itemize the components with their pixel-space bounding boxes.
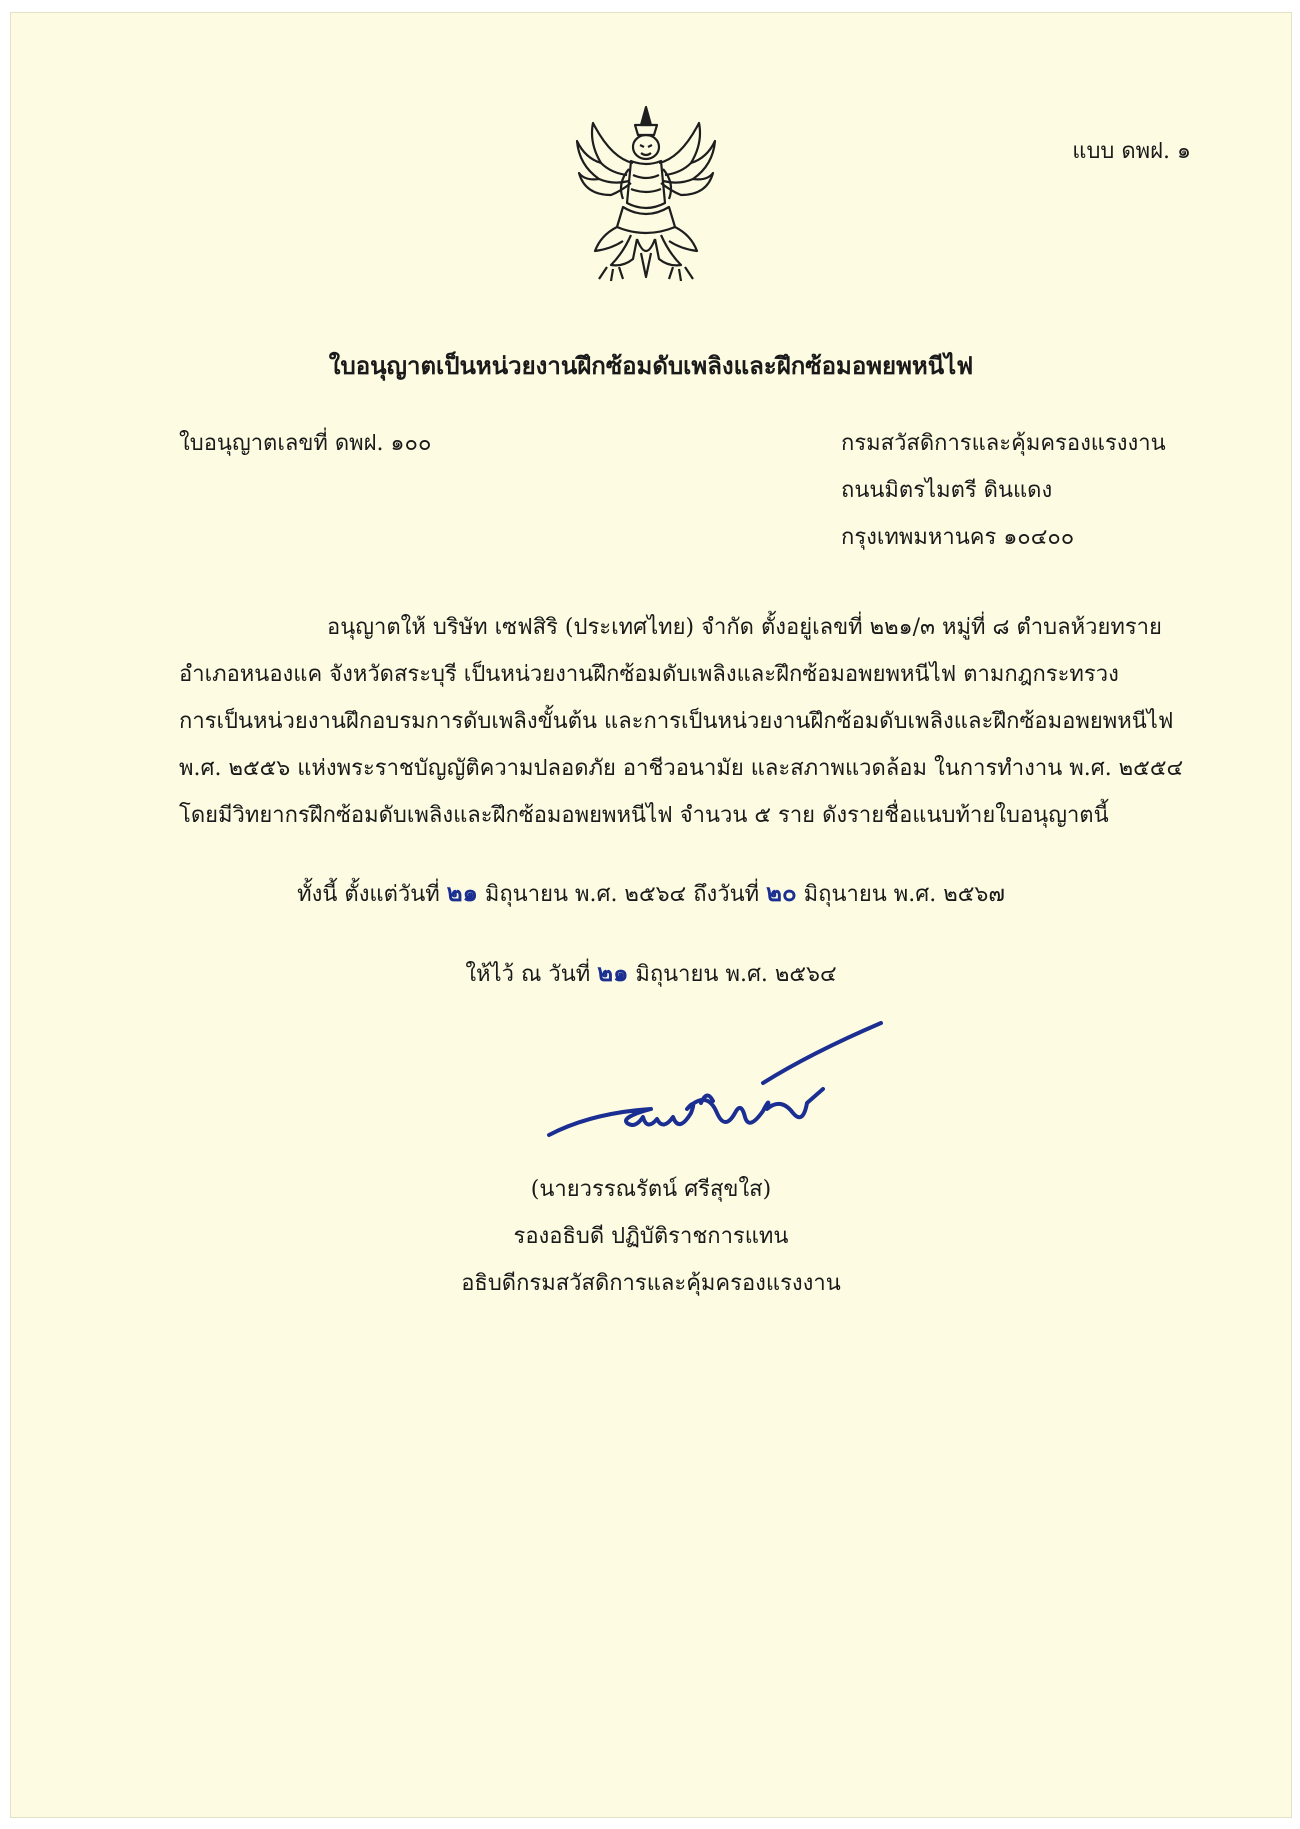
form-code: แบบ ดพฝ. ๑ [1072,139,1191,164]
body-text-line: อำเภอหนองแค จังหวัดสระบุรี เป็นหน่วยงานฝึกซ้อมดับเพลิงและฝึกซ้อมอพยพหนีไฟ ตามกฎกระทรวง [179,662,1119,687]
validity-middle: มิถุนายน พ.ศ. ๒๕๖๔ ถึงวันที่ [477,882,767,907]
signatory-name: (นายวรรณรัตน์ ศรีสุขใส) [530,1177,772,1202]
issuer-address-line: กรมสวัสดิการและคุ้มครองแรงงาน [841,431,1166,456]
document-title: ใบอนุญาตเป็นหน่วยงานฝึกซ้อมดับเพลิงและฝึกซ้อมอพยพหนีไฟ [328,351,974,380]
body-text-line: อนุญาตให้ บริษัท เซฟสิริ (ประเทศไทย) จำกัด ตั้งอยู่เลขที่ ๒๒๑/๓ หมู่ที่ ๘ ตำบลห้วยทราย [327,615,1162,640]
body-text-line: โดยมีวิทยากรฝึกซ้อมดับเพลิงและฝึกซ้อมอพยพหนีไฟ จำนวน ๕ ราย ดังรายชื่อแนบท้ายใบอนุญาตนี้ [179,803,1109,828]
issuer-address-line: กรุงเทพมหานคร ๑๐๔๐๐ [841,525,1075,550]
given-date [11,953,1291,992]
license-number: ใบอนุญาตเลขที่ ดพฝ. ๑๐๐ [179,431,432,456]
validity-suffix: มิถุนายน พ.ศ. ๒๕๖๗ [796,882,1005,907]
issuer-address-line: ถนนมิตรไมตรี ดินแดง [841,478,1053,503]
given-day: ๒๑ [597,958,629,987]
validity-period [11,873,1291,912]
license-document [10,12,1292,1818]
given-prefix: ให้ไว้ ณ วันที่ [465,962,598,987]
validity-prefix: ทั้งนี้ ตั้งแต่วันที่ [297,882,447,907]
body-text-line: การเป็นหน่วยงานฝึกอบรมการดับเพลิงขั้นต้น และการเป็นหน่วยงานฝึกซ้อมดับเพลิงและฝึกซ้อมอพยพหนีไฟ [179,709,1174,734]
validity-end-day: ๒๐ [766,878,797,907]
validity-start-day: ๒๑ [446,878,478,907]
body-text-line: พ.ศ. ๒๕๕๖ แห่งพระราชบัญญัติความปลอดภัย อาชีวอนามัย และสภาพแวดล้อม ในการทำงาน พ.ศ. ๒๕๕๔ [179,756,1184,781]
given-suffix: มิถุนายน พ.ศ. ๒๕๖๔ [628,962,837,987]
handwritten-signature [531,1013,891,1163]
signatory-department: อธิบดีกรมสวัสดิการและคุ้มครองแรงงาน [461,1271,841,1296]
signatory-position: รองอธิบดี ปฏิบัติราชการแทน [513,1224,789,1249]
garuda-emblem-icon [571,103,721,283]
